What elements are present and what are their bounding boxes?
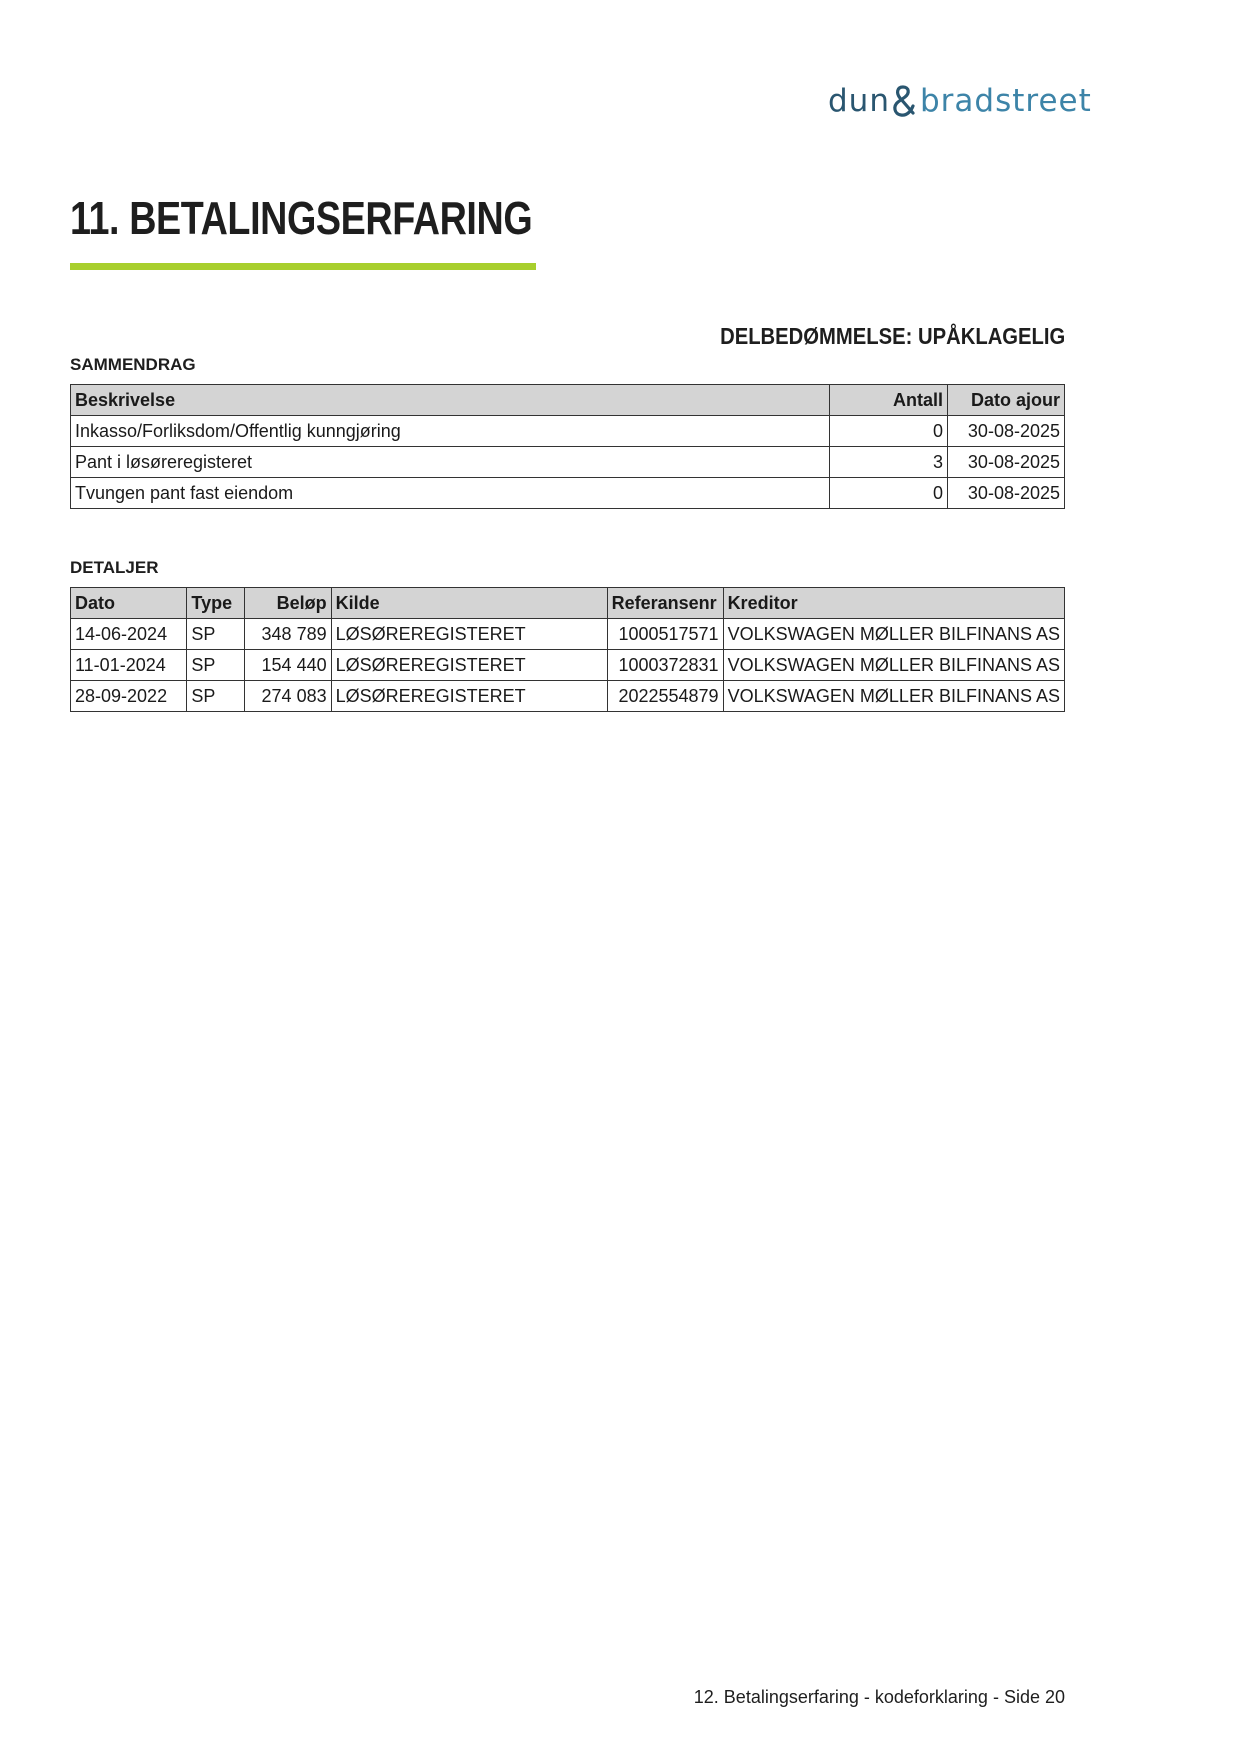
summary-label: SAMMENDRAG [70, 355, 196, 374]
page-title: 11. BETALINGSERFARING [70, 192, 533, 244]
summary-header-beskrivelse: Beskrivelse [71, 385, 830, 416]
details-header-type: Type [187, 588, 245, 619]
table-row [71, 681, 1065, 712]
summary-cell-dato: 30-08-2025 [948, 478, 1065, 509]
details-cell-belop: 274 083 [245, 681, 332, 712]
table-row [71, 416, 1065, 447]
title-underline [70, 263, 536, 270]
summary-cell-beskrivelse: Inkasso/Forliksdom/Offentlig kunngjøring [71, 416, 830, 447]
details-cell-type: SP [187, 681, 245, 712]
details-header-kilde: Kilde [331, 588, 607, 619]
details-label: DETALJER [70, 558, 159, 577]
details-cell-referansenr: 1000372831 [607, 650, 723, 681]
summary-cell-dato: 30-08-2025 [948, 416, 1065, 447]
details-cell-belop: 348 789 [245, 619, 332, 650]
summary-header-dato-ajour: Dato ajour [948, 385, 1065, 416]
logo-text-dun: dun [828, 83, 890, 119]
details-header-kreditor: Kreditor [723, 588, 1064, 619]
table-row [71, 447, 1065, 478]
summary-cell-beskrivelse: Pant i løsøreregisteret [71, 447, 830, 478]
summary-header-row [71, 385, 1065, 416]
page-footer: 12. Betalingserfaring - kodeforklaring - Side 20 [693, 1687, 1065, 1707]
dun-bradstreet-logo [828, 78, 1092, 124]
details-cell-dato: 11-01-2024 [71, 650, 187, 681]
table-row [71, 650, 1065, 681]
details-cell-type: SP [187, 650, 245, 681]
details-cell-kreditor: VOLKSWAGEN MØLLER BILFINANS AS [723, 619, 1064, 650]
ampersand-logo-icon [891, 83, 919, 119]
details-cell-referansenr: 2022554879 [607, 681, 723, 712]
table-row [71, 478, 1065, 509]
details-cell-kilde: LØSØREREGISTERET [331, 681, 607, 712]
table-row [71, 619, 1065, 650]
details-cell-dato: 14-06-2024 [71, 619, 187, 650]
details-cell-type: SP [187, 619, 245, 650]
details-header-row [71, 588, 1065, 619]
logo-text-bradstreet: bradstreet [919, 83, 1092, 119]
details-cell-belop: 154 440 [245, 650, 332, 681]
summary-cell-beskrivelse: Tvungen pant fast eiendom [71, 478, 830, 509]
rating-heading: DELBEDØMMELSE: UPÅKLAGELIG [719, 323, 1065, 349]
summary-table [70, 384, 1065, 509]
details-cell-referansenr: 1000517571 [607, 619, 723, 650]
details-header-dato: Dato [71, 588, 187, 619]
details-cell-kreditor: VOLKSWAGEN MØLLER BILFINANS AS [723, 681, 1064, 712]
details-header-belop: Beløp [245, 588, 332, 619]
details-cell-kilde: LØSØREREGISTERET [331, 650, 607, 681]
details-table [70, 587, 1065, 712]
summary-cell-dato: 30-08-2025 [948, 447, 1065, 478]
details-cell-dato: 28-09-2022 [71, 681, 187, 712]
details-cell-kilde: LØSØREREGISTERET [331, 619, 607, 650]
summary-cell-antall: 3 [830, 447, 948, 478]
summary-cell-antall: 0 [830, 478, 948, 509]
details-header-referansenr: Referansenr [607, 588, 723, 619]
details-cell-kreditor: VOLKSWAGEN MØLLER BILFINANS AS [723, 650, 1064, 681]
summary-header-antall: Antall [830, 385, 948, 416]
summary-cell-antall: 0 [830, 416, 948, 447]
